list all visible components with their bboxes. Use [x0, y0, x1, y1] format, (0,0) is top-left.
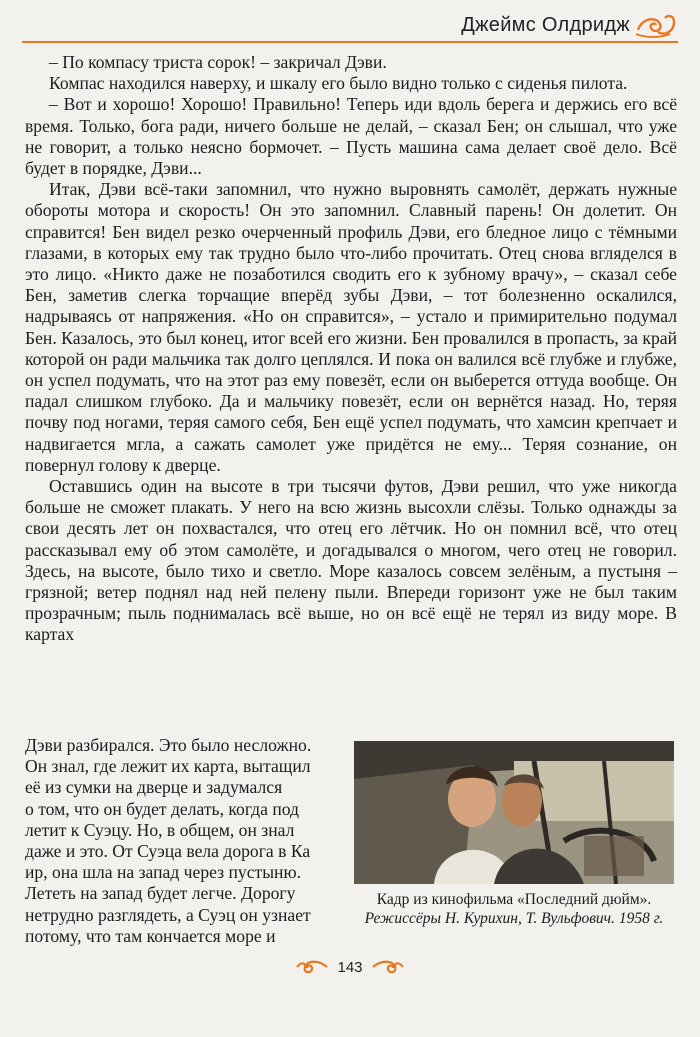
text-line: Он знал, где лежит их карта, вытащил: [25, 756, 311, 777]
figure-caption: [354, 890, 674, 928]
page-footer: [0, 958, 700, 982]
text-line: даже и это. От Суэца вела дорога в Ка: [25, 841, 311, 862]
running-header: [22, 8, 678, 42]
paragraph: – Вот и хорошо! Хорошо! Правильно! Теперь иди вдоль берега и держись его всё время. Только, бога ради, ничего больше не делай, – сказал Бен; он слышал, что уже не говорит, а только неясно бормочет. – Пусть машина сама делает своё дело. Всё будет в порядке, Дэви...: [25, 94, 677, 179]
text-line: ир, она шла на запад через пустыню.: [25, 862, 302, 883]
orange-swirl-left-icon: [295, 958, 329, 976]
text-line: Дэви разбирался. Это было несложно.: [25, 735, 312, 755]
paragraph: Оставшись один на высоте в три тысячи футов, Дэви решил, что уже никогда больше не сможет плакать. У него на всю жизнь высохли слёзы. Только однажды за свои десять лет он похвастался, что отец его лётчик. Но он помнил всё, что отец рассказывал ему об этом самолёте, и догадывался о многом, чего отец не говорил. Здесь, на высоте, было тихо и светло. Море казалось совсем зелёным, а пустыня – грязной; ветер поднял над ней пелену пыли. Впереди горизонт уже не был таким прозрачным; пыль поднималась всё выше, но он всё ещё не терял из виду море. В картах: [25, 476, 677, 645]
text-line: её из сумки на дверце и задумался: [25, 777, 283, 798]
orange-swirl-right-icon: [371, 958, 405, 976]
page-number: 143: [337, 958, 363, 976]
text-line: нетрудно разглядеть, а Суэц он узнает: [25, 904, 311, 925]
film-still-figure: [354, 741, 674, 928]
film-still-cockpit-photo-icon: [354, 741, 674, 884]
body-text: [25, 52, 677, 646]
body-text-beside-figure: [25, 735, 343, 947]
author-name: Джеймс Олдридж: [461, 14, 630, 36]
orange-swirl-ornament-icon: [634, 10, 678, 40]
header-rule: [22, 41, 678, 43]
text-line: о том, что он будет делать, когда под: [25, 798, 299, 819]
caption-directors: Режиссёры Н. Курихин, Т. Вульфович. 1958 г.: [364, 910, 664, 927]
text-line: летит к Суэцу. Но, в общем, он знал: [25, 819, 295, 840]
text-line: Лететь на запад будет легче. Дорогу: [25, 883, 296, 904]
paragraph: – По компасу триста сорок! – закричал Дэви.: [49, 52, 387, 72]
paragraph: Компас находился наверху, и шкалу его было видно только с сиденья пилота.: [49, 73, 628, 94]
text-line: потому, что там кончается море и: [25, 925, 276, 946]
paragraph: Итак, Дэви всё-таки запомнил, что нужно выровнять самолёт, держать нужные обороты мотора и скорость! Он это запомнил. Славный парень! Он долетит. Он справится! Бен видел резко очерченный профиль Дэви, его бледное лицо с тёмными глазами, в которых ему так трудно было что-либо прочитать. Отец снова вгляделся в это лицо. «Никто даже не позаботился сводить его к зубному врачу», – сказал себе Бен, заметив слегка торчащие вперёд зубы Дэви, – тот болезненно оскалился, надрываясь от напряжения. «Но он справится», – устало и примирительно подумал Бен. Казалось, это был конец, итог всей его жизни. Бен провалился в пропасть, за край которой он ради мальчика так долго цеплялся. И пока он валился всё глубже и глубже, он успел подумать, что на этот раз ему повезёт, если он выберется оттуда вообще. Он падал слишком глубоко. Да и мальчику повезёт, если он вернётся назад. Но, теряя почву под ногами, теряя самого себя, Бен ещё успел подумать, что хамсин крепчает и надвигается мгла, а сажать самолет уже придётся не ему... Теряя сознание, он повернул голову к дверце.: [25, 179, 677, 475]
caption-title: Кадр из кинофильма «Последний дюйм».: [376, 891, 652, 908]
